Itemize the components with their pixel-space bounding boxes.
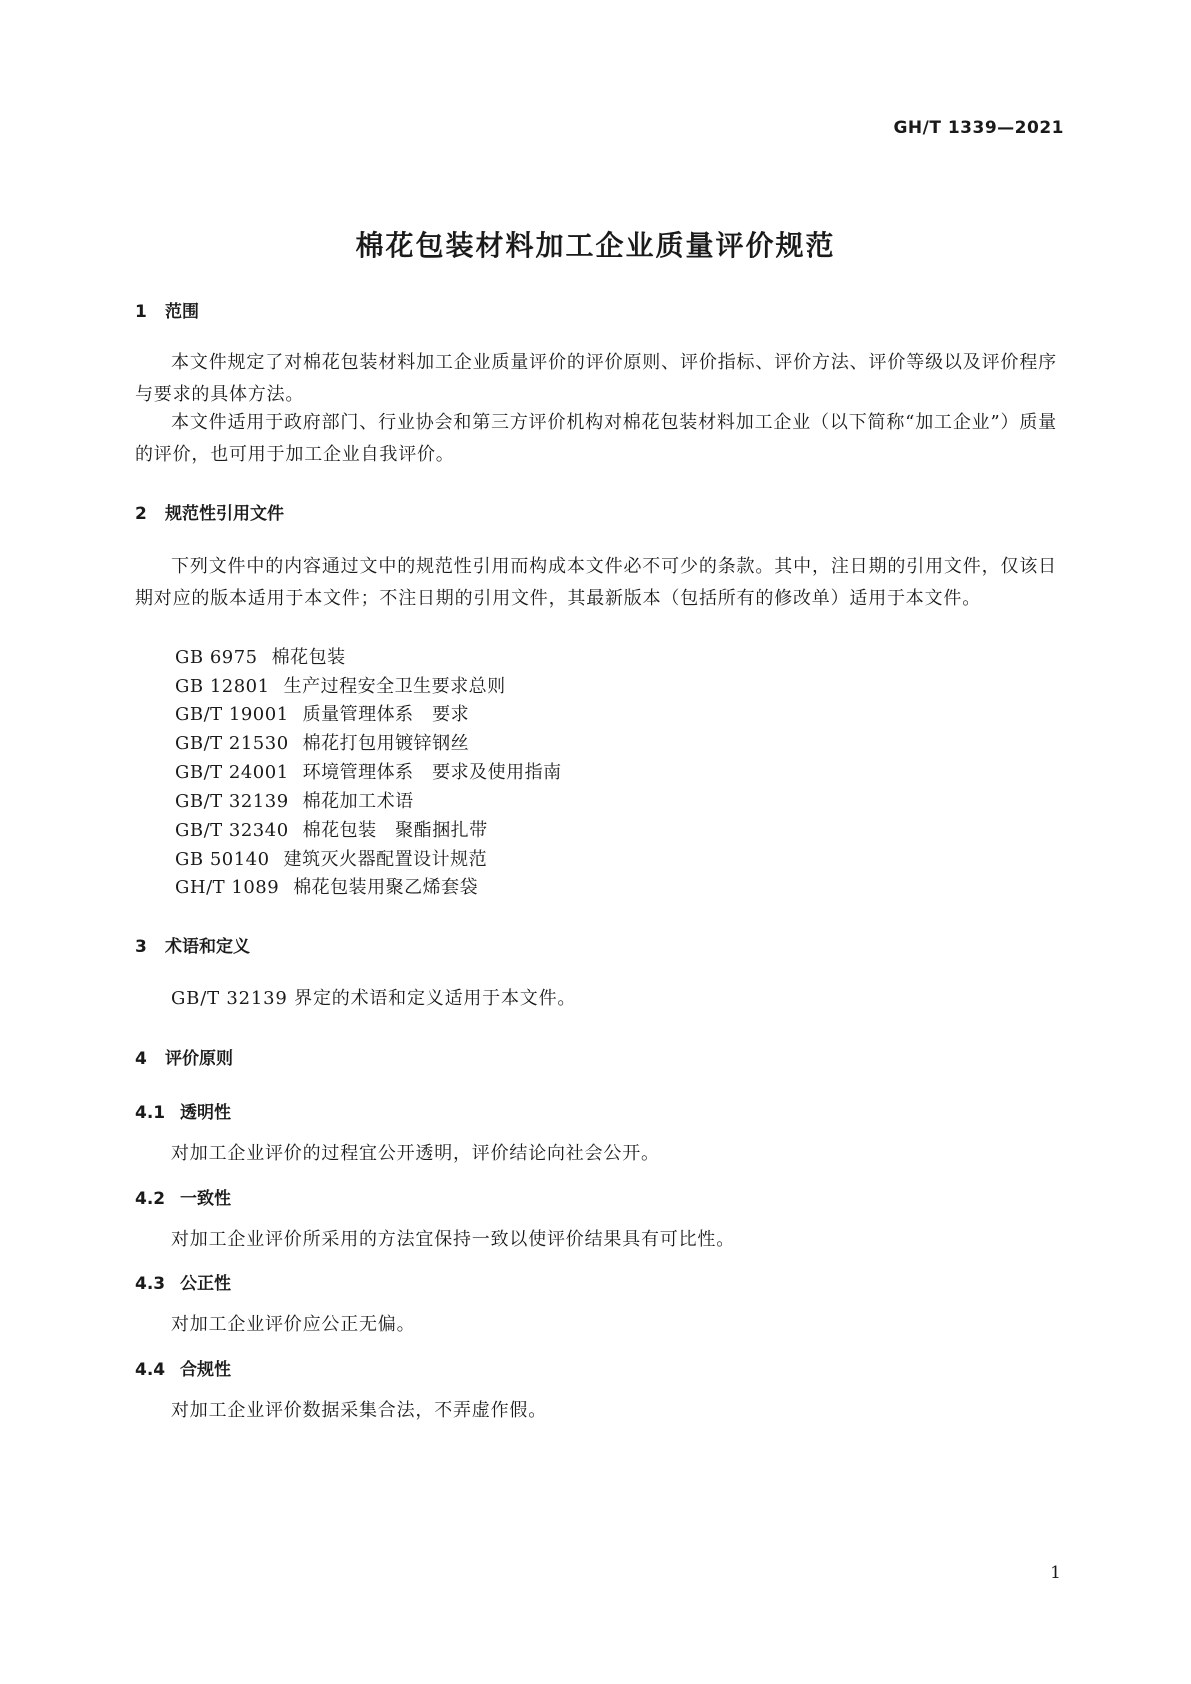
reference-code: GB/T 19001: [175, 704, 289, 725]
reference-title: 棉花包装用聚乙烯套袋: [293, 877, 479, 898]
reference-title: 环境管理体系 要求及使用指南: [302, 762, 562, 783]
impartiality-paragraph: 对加工企业评价应公正无偏。: [171, 1314, 416, 1335]
section-number: 3: [135, 937, 147, 957]
reference-item: [175, 845, 487, 871]
reference-item: [175, 643, 346, 669]
subsection-title: 合规性: [180, 1360, 231, 1380]
reference-item: [175, 672, 506, 698]
subsection-title: 一致性: [180, 1189, 231, 1209]
terms-paragraph: GB/T 32139 界定的术语和定义适用于本文件。: [171, 988, 577, 1009]
reference-code: GB/T 32340: [175, 820, 289, 841]
subsection-title: 公正性: [180, 1274, 231, 1294]
reference-code: GB 12801: [175, 676, 270, 697]
section-title: 评价原则: [165, 1049, 233, 1069]
section-1-heading: [135, 297, 199, 322]
subsection-number: 4.1: [135, 1103, 166, 1123]
transparency-paragraph: 对加工企业评价的过程宜公开透明，评价结论向社会公开。: [171, 1143, 660, 1164]
scope-paragraph-2: 本文件适用于政府部门、行业协会和第三方评价机构对棉花包装材料加工企业（以下简称“加工企业”）质量的评价，也可用于加工企业自我评价。: [135, 412, 1057, 465]
reference-title: 棉花打包用镀锌钢丝: [302, 733, 470, 754]
section-2-heading: [135, 499, 284, 524]
page-number: 1: [1050, 1563, 1061, 1583]
reference-item: [175, 816, 488, 842]
compliance-paragraph: 对加工企业评价数据采集合法，不弄虚作假。: [171, 1400, 547, 1421]
section-title: 范围: [165, 302, 199, 322]
subsection-number: 4.2: [135, 1189, 166, 1209]
subsection-4-4-heading: [135, 1355, 231, 1380]
reference-title: 棉花包装: [271, 647, 346, 668]
reference-title: 棉花加工术语: [302, 791, 414, 812]
reference-title: 棉花包装 聚酯捆扎带: [302, 820, 488, 841]
subsection-number: 4.3: [135, 1274, 166, 1294]
reference-item: [175, 700, 469, 726]
subsection-4-2-heading: [135, 1184, 231, 1209]
reference-code: GB/T 21530: [175, 733, 289, 754]
subsection-4-1-heading: [135, 1098, 231, 1123]
section-number: 1: [135, 302, 147, 322]
standard-code: GH/T 1339—2021: [893, 118, 1064, 138]
section-title: 规范性引用文件: [165, 504, 284, 524]
subsection-number: 4.4: [135, 1360, 166, 1380]
subsection-4-3-heading: [135, 1269, 231, 1294]
reference-code: GB/T 32139: [175, 791, 289, 812]
normative-references-intro: 下列文件中的内容通过文中的规范性引用而构成本文件必不可少的条款。其中，注日期的引用文件，仅该日期对应的版本适用于本文件；不注日期的引用文件，其最新版本（包括所有的修改单）适用于本文件。: [135, 556, 1057, 609]
section-number: 4: [135, 1049, 147, 1069]
reference-code: GB 6975: [175, 647, 258, 668]
section-3-heading: [135, 932, 250, 957]
reference-item: [175, 873, 478, 899]
reference-title: 生产过程安全卫生要求总则: [283, 676, 506, 697]
reference-item: [175, 729, 469, 755]
reference-title: 建筑灭火器配置设计规范: [283, 849, 488, 870]
reference-item: [175, 758, 562, 784]
document-title: 棉花包装材料加工企业质量评价规范: [355, 229, 836, 262]
reference-code: GB/T 24001: [175, 762, 289, 783]
reference-title: 质量管理体系 要求: [302, 704, 470, 725]
section-title: 术语和定义: [165, 937, 250, 957]
section-number: 2: [135, 504, 147, 524]
reference-code: GH/T 1089: [175, 877, 280, 898]
reference-item: [175, 787, 414, 813]
subsection-title: 透明性: [180, 1103, 231, 1123]
scope-paragraph-1: 本文件规定了对棉花包装材料加工企业质量评价的评价原则、评价指标、评价方法、评价等级以及评价程序与要求的具体方法。: [135, 352, 1057, 405]
reference-code: GB 50140: [175, 849, 270, 870]
section-4-heading: [135, 1044, 233, 1069]
consistency-paragraph: 对加工企业评价所采用的方法宜保持一致以使评价结果具有可比性。: [171, 1229, 735, 1250]
